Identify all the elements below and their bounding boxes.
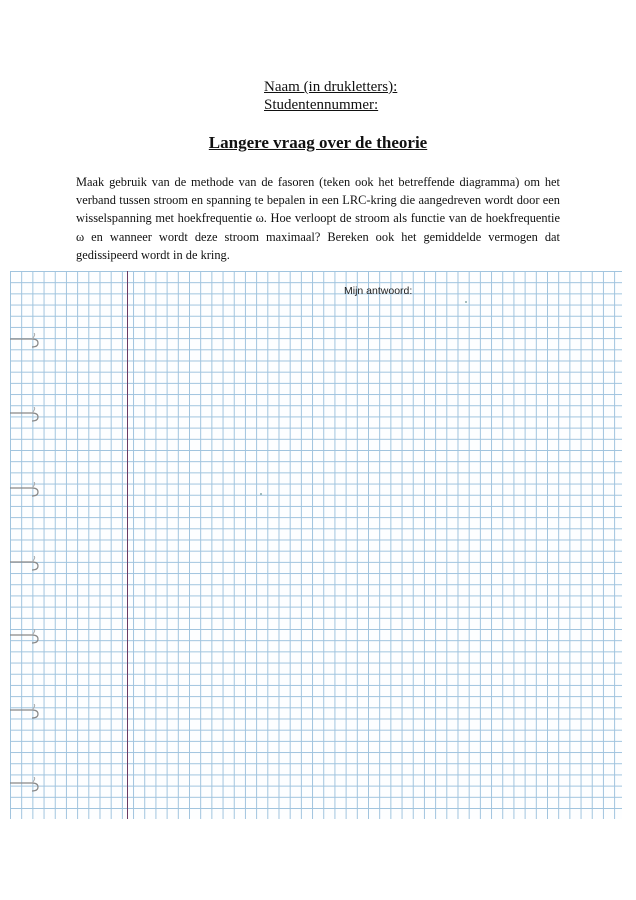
name-label: Naam (in drukletters): xyxy=(264,79,398,95)
margin-line xyxy=(127,271,128,819)
binder-ring-icon xyxy=(10,704,44,720)
binder-ring-icon xyxy=(10,556,44,572)
question-text: Maak gebruik van de methode van de fasoren (teken ook het betreffende diagramma) om het verband tussen stroom en spanning te bepalen in een LRC-kring die aangedreven wordt door een wisselspanning met hoekfrequentie ω. Hoe verloopt de stroom als functie van de hoekfrequentie ω en wanneer wordt deze stroom maximaal? Bereken ook het gemiddelde vermogen dat gedissipeerd wordt in de kring. xyxy=(76,175,560,262)
binder-ring-icon xyxy=(10,629,44,645)
header-block xyxy=(264,78,397,114)
page-title: Langere vraag over de theorie xyxy=(208,133,428,152)
binder-ring-icon xyxy=(10,407,44,423)
student-number-label: Studentennummer: xyxy=(264,97,379,113)
question-text-block xyxy=(76,173,560,264)
binder-ring-icon xyxy=(10,777,44,793)
answer-grid-paper[interactable] xyxy=(10,271,622,819)
speck xyxy=(260,493,262,495)
binder-ring-icon xyxy=(10,482,44,498)
answer-label: Mijn antwoord: xyxy=(344,285,413,297)
binder-ring-icon xyxy=(10,333,44,349)
speck xyxy=(465,301,467,303)
